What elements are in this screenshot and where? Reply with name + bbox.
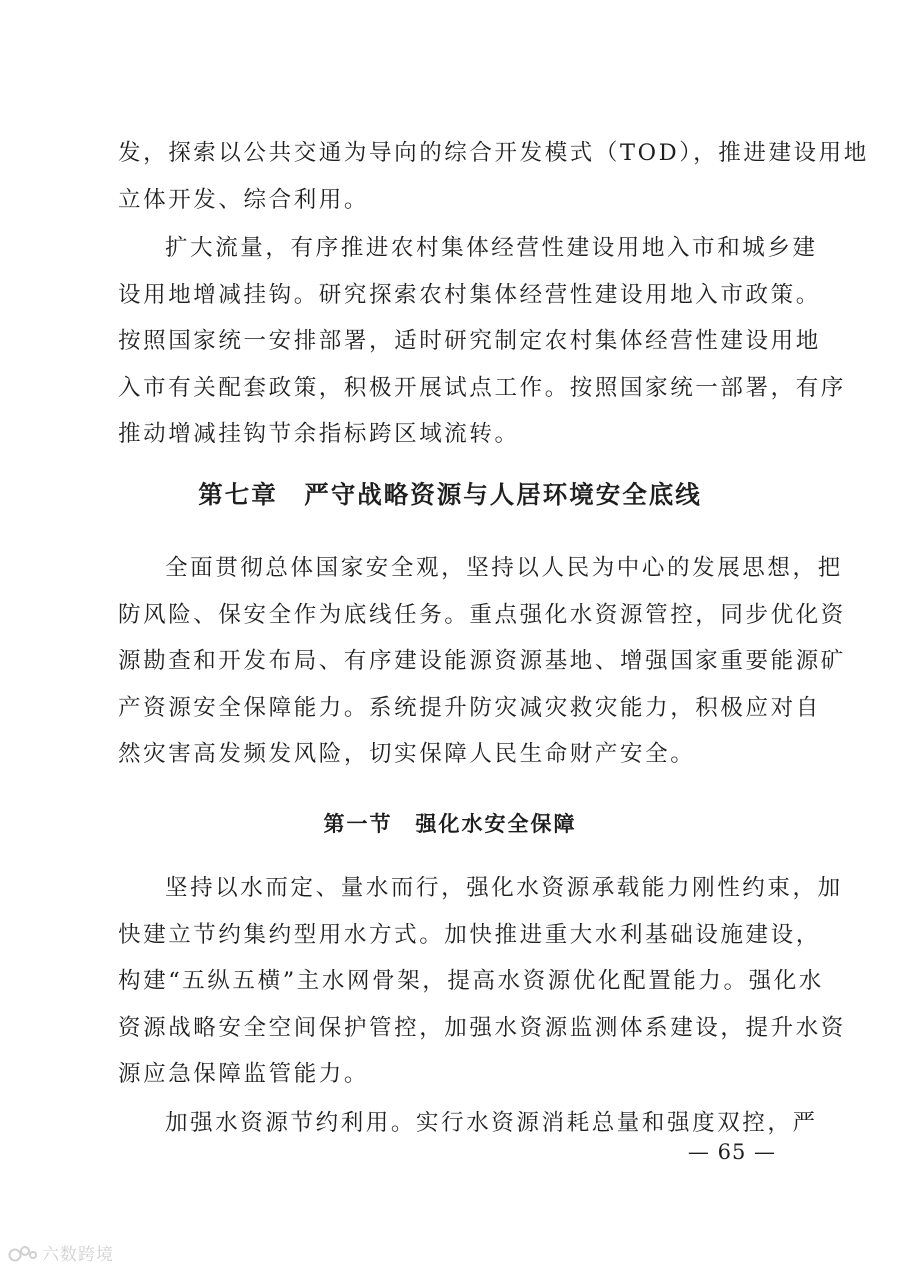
paragraph-tod [118,130,869,223]
text-line: 构建“五纵五横”主水网骨架，提高水资源优化配置能力。强化水 [118,968,824,994]
text-line: 全面贯彻总体国家安全观，坚持以人民为中心的发展思想，把 [165,555,843,581]
text-line: 快建立节约集约型用水方式。加快推进重大水利基础设施建设， [118,921,821,948]
chapter-title: 第七章 严守战略资源与人居环境安全底线 [198,480,702,509]
text-line: 推动增减挂钩节余指标跨区域流转。 [118,421,520,447]
text-line: 产资源安全保障能力。系统提升防灾减灾救灾能力，积极应对自 [118,694,821,721]
text-line: 立体开发、综合利用。 [118,186,370,213]
text-line: 扩大流量，有序推进农村集体经营性建设用地入市和城乡建 [165,235,818,261]
page-number: — 65 — [687,1140,776,1164]
text-line: 设用地增减挂钩。研究探索农村集体经营性建设用地入市政策。 [118,281,821,308]
section-title: 第一节 强化水安全保障 [323,811,577,836]
text-line: 然灾害高发频发风险，切实保障人民生命财产安全。 [118,741,696,767]
text-line: 防风险、保安全作为底线任务。重点强化水资源管控，同步优化资 [118,601,846,628]
text-line: 源应急保障监管能力。 [118,1061,370,1087]
watermark-logo-icon [8,1242,38,1264]
text-line: 发，探索以公共交通为导向的综合开发模式（TOD），推进建设用地 [118,140,869,166]
watermark-text: 六数跨境 [42,1245,114,1265]
paragraph-chapter-intro [118,545,846,778]
text-line: 加强水资源节约利用。实行水资源消耗总量和强度双控，严 [165,1110,818,1136]
paragraph-water-capacity [118,865,846,1098]
text-line: 资源战略安全空间保护管控，加强水资源监测体系建设，提升水资 [118,1014,846,1041]
paragraph-water-saving [118,1100,818,1147]
paragraph-expand-flow [118,225,846,458]
watermark [8,1240,114,1265]
text-line: 按照国家统一安排部署，适时研究制定农村集体经营性建设用地 [118,328,821,354]
text-line: 入市有关配套政策，积极开展试点工作。按照国家统一部署，有序 [118,374,846,401]
text-line: 坚持以水而定、量水而行，强化水资源承载能力刚性约束，加 [165,875,843,901]
text-line: 源勘查和开发布局、有序建设能源资源基地、增强国家重要能源矿 [118,648,846,674]
